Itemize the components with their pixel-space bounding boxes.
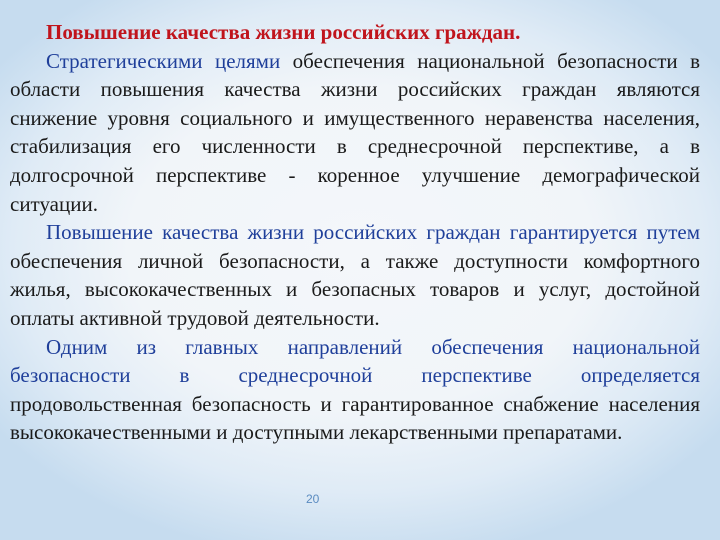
paragraph-quality-guarantee [10,218,700,332]
paragraph-body: обеспечения национальной безопасности в области повышения качества жизни российских граждан являются снижение уровня социального и имущественного неравенства населения, стабилизация его численности в среднесрочной перспективе, а в долгосрочной перспективе - коренное улучшение демографической ситуации. [10,48,701,216]
paragraph-lead: Одним из главных направлений обеспечения национальной безопасности в среднесрочной перспективе определяется [10,334,700,388]
page-number: 20 [306,492,320,506]
paragraph-strategic-goals [10,47,700,219]
paragraph-body: обеспечения личной безопасности, а также доступности комфортного жилья, высококачественных и безопасных товаров и услуг, достойной оплаты активной трудовой деятельности. [10,248,700,330]
slide-title: Повышение качества жизни российских граждан. [46,20,521,44]
slide-body [10,18,700,447]
paragraph-body: продовольственная безопасность и гарантированное снабжение населения высококачественными и доступными лекарственными препаратами. [10,391,700,445]
paragraph-lead: Стратегическими целями [46,48,281,73]
paragraph-food-security [10,333,700,447]
paragraph-lead: Повышение качества жизни российских граждан гарантируется путем [46,220,700,245]
